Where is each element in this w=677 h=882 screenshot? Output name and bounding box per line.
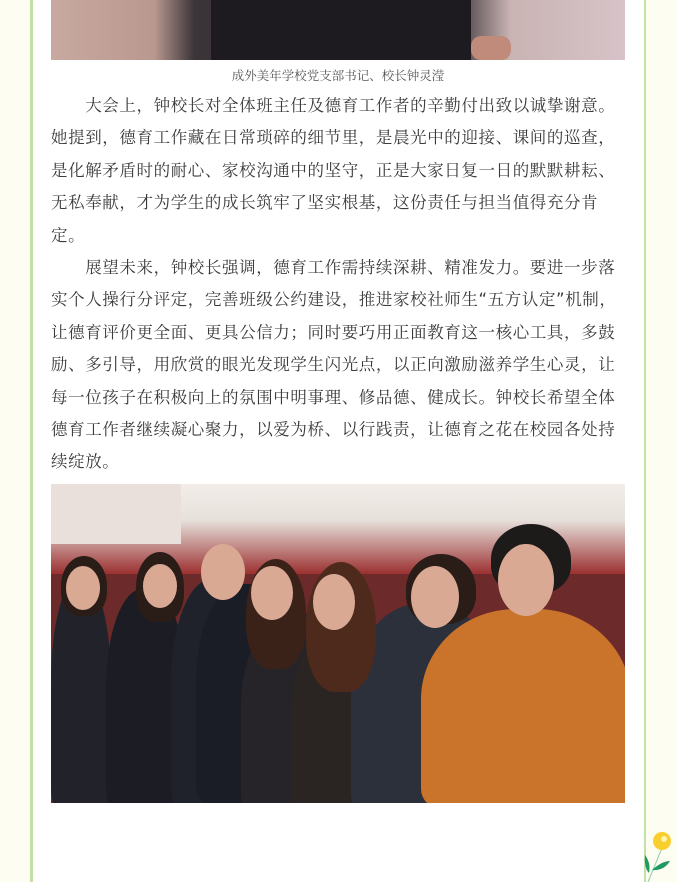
text-line: 让德育评价更全面、更具公信力；同时要巧用正面教育这一核心工具，多鼓 <box>51 322 616 342</box>
flower-icon <box>640 828 677 882</box>
paragraph-1 <box>51 90 631 252</box>
face <box>498 544 554 616</box>
text-line: 定。 <box>51 225 86 245</box>
text-line: 励、多引导，用欣赏的眼光发现学生闪光点，以正向激励滋养学生心灵，让 <box>51 355 616 375</box>
text-line: 每一位孩子在积极向上的氛围中明事理、修品德、健成长。钟校长希望全体 <box>51 387 616 407</box>
text-line: 大会上，钟校长对全体班主任及德育工作者的辛勤付出致以诚挚谢意。 <box>51 96 616 115</box>
text-line: 续绽放。 <box>51 452 120 472</box>
text-line: 德育工作者继续凝心聚力，以爱为桥、以行践责，让德育之花在校园各处持 <box>51 420 616 440</box>
face <box>251 566 293 620</box>
speaker-photo <box>51 0 625 60</box>
hand-shape <box>471 36 511 60</box>
face <box>201 544 245 600</box>
wall <box>51 484 181 544</box>
face <box>66 566 100 610</box>
face <box>143 564 177 608</box>
face <box>411 566 459 628</box>
photo-caption: 成外美年学校党支部书记、校长钟灵滢 <box>231 68 445 83</box>
text-line: 是化解矛盾时的耐心、家校沟通中的坚守，正是大家日复一日的默默耕耘、 <box>51 160 616 180</box>
paragraph-2 <box>51 252 631 479</box>
text-line: 无私奉献，才为学生的成长筑牢了坚实根基，这份责任与担当值得充分肯 <box>51 193 599 213</box>
podium-shape <box>211 0 471 60</box>
text-line: 展望未来，钟校长强调，德育工作需持续深耕、精准发力。要进一步落 <box>51 258 616 277</box>
face <box>313 574 355 630</box>
person-orange-jacket <box>421 609 625 803</box>
audience-photo <box>51 484 625 803</box>
text-line: 实个人操行分评定，完善班级公约建设，推进家校社师生“五方认定”机制， <box>51 290 617 310</box>
text-line: 她提到，德育工作藏在日常琐碎的细节里，是晨光中的迎接、课间的巡查， <box>51 128 616 148</box>
